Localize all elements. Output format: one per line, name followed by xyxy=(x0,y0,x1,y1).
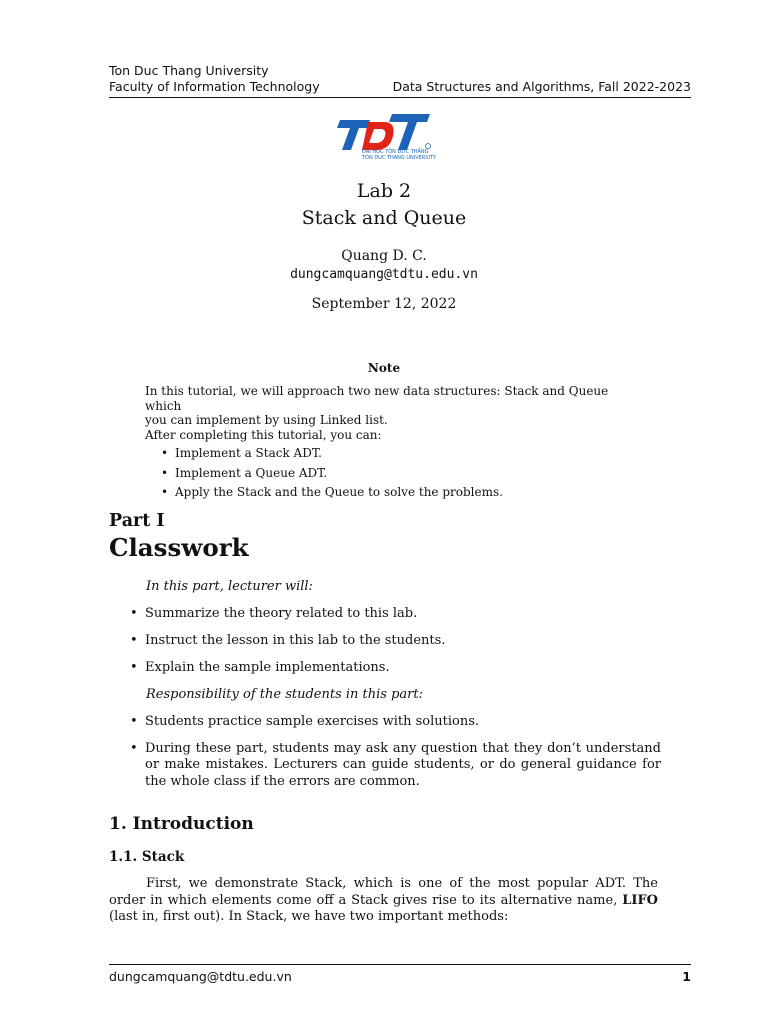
note-line: you can implement by using Linked list. xyxy=(145,413,388,427)
course-name: Data Structures and Algorithms, Fall 2022-2023 xyxy=(392,79,691,94)
para-text: First, we demonstrate Stack, which is one of the most popular ADT. The order in which elements come off a Stack gives rise to its alternative name, xyxy=(109,876,658,908)
lab-number: Lab 2 xyxy=(356,180,412,202)
stack-paragraph xyxy=(109,876,658,926)
note-heading: Note xyxy=(367,361,401,375)
note-list xyxy=(145,446,625,505)
logo-line1: ĐẠI HỌC TÔN ĐỨC THẮNG xyxy=(362,149,429,155)
list-item: • Summarize the theory related to this lab. xyxy=(109,606,661,623)
university-logo xyxy=(334,108,437,164)
page-number: 1 xyxy=(682,969,691,984)
header-rule xyxy=(109,97,691,98)
list-item: • Implement a Stack ADT. xyxy=(145,446,625,466)
list-item: • Implement a Queue ADT. xyxy=(145,466,625,486)
faculty-name: Faculty of Information Technology xyxy=(109,79,320,94)
list-item: • Explain the sample implementations. xyxy=(109,660,661,677)
student-list xyxy=(109,714,661,790)
note-line: In this tutorial, we will approach two new data structures: Stack and Queue which xyxy=(145,384,609,413)
list-item: • Apply the Stack and the Queue to solve the problems. xyxy=(145,485,625,505)
footer-rule xyxy=(109,964,691,965)
list-item: • Instruct the lesson in this lab to the students. xyxy=(109,633,661,650)
lifo-term: LIFO xyxy=(622,892,658,908)
part-title: Classwork xyxy=(109,533,249,562)
lab-subtitle: Stack and Queue xyxy=(301,207,467,229)
author-name: Quang D. C. xyxy=(341,248,427,264)
lecturer-intro: In this part, lecturer will: xyxy=(146,579,313,594)
author-email: dungcamquang@tdtu.edu.vn xyxy=(290,267,478,282)
lecturer-list xyxy=(109,606,661,677)
students-intro: Responsibility of the students in this part: xyxy=(146,687,423,702)
university-name: Ton Duc Thang University xyxy=(109,63,269,78)
section-heading: 1. Introduction xyxy=(109,814,254,834)
note-block xyxy=(145,384,625,505)
footer-email: dungcamquang@tdtu.edu.vn xyxy=(109,969,292,984)
list-item: • During these part, students may ask any question that they don’t understand or make mistakes. Lecturers can guide students, or do general guidance for the whole class if the errors are common. xyxy=(109,741,661,791)
logo-line2: TON DUC THANG UNIVERSITY xyxy=(362,155,437,161)
list-item: • Students practice sample exercises with solutions. xyxy=(109,714,661,731)
document-date: September 12, 2022 xyxy=(311,296,457,312)
part-label: Part I xyxy=(109,511,165,531)
note-line: After completing this tutorial, you can: xyxy=(145,427,382,442)
subsection-heading: 1.1. Stack xyxy=(109,849,185,865)
para-text: (last in, first out). In Stack, we have two important methods: xyxy=(109,909,509,924)
header-left xyxy=(109,63,320,95)
